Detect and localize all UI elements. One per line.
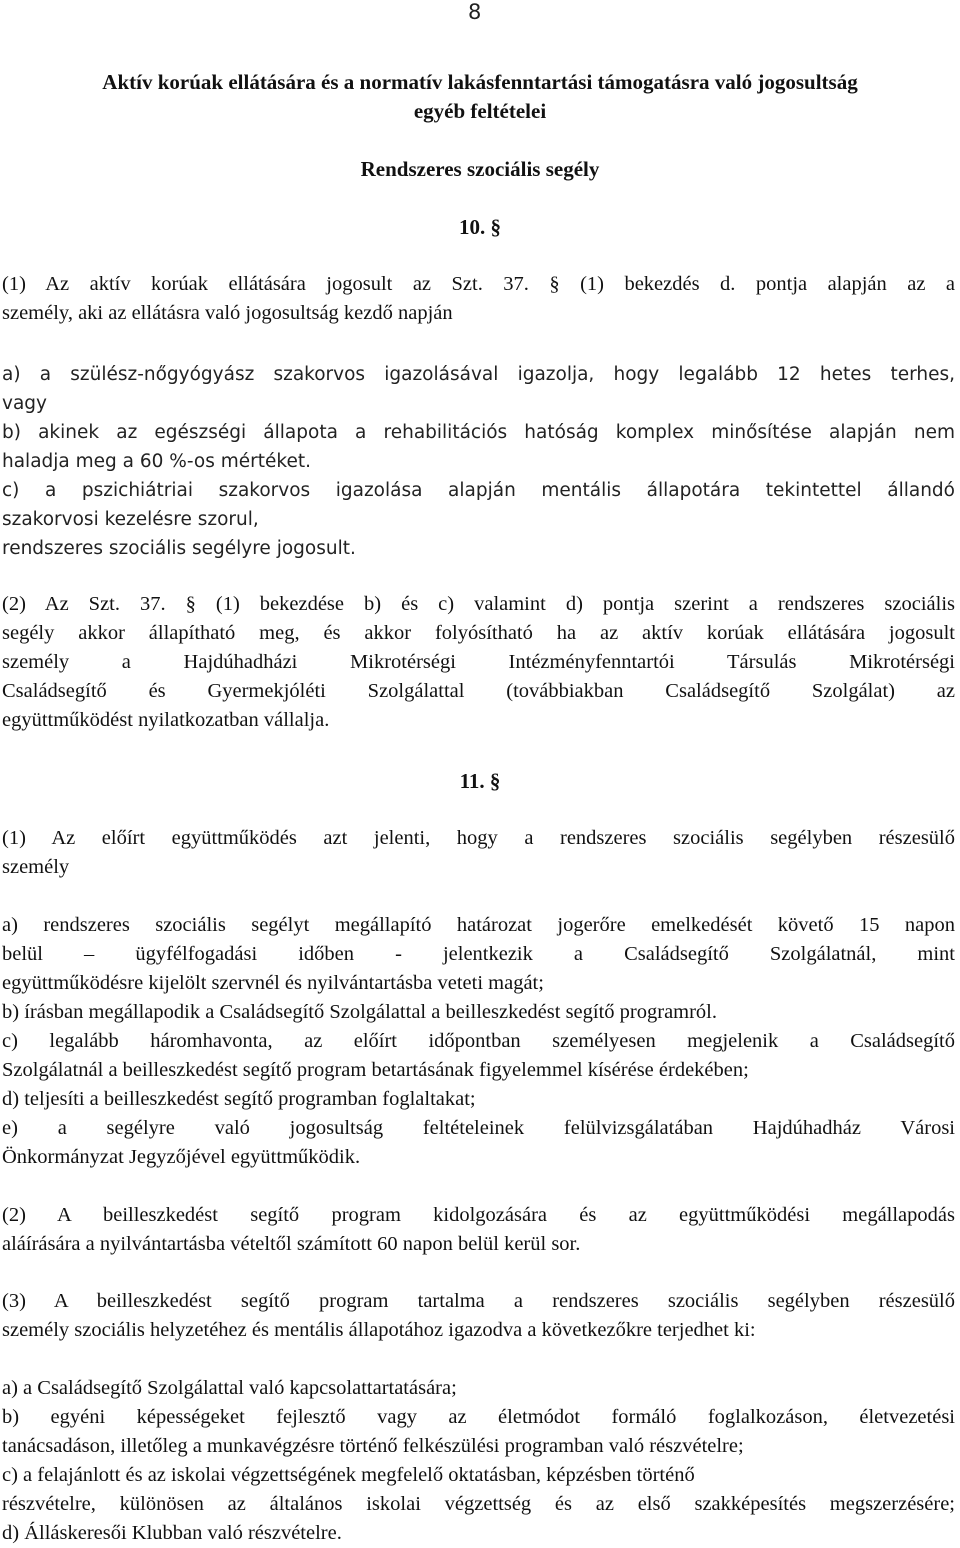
s11-list xyxy=(2,911,955,1172)
s11-p1-line: (1) Az előírt együttműködés azt jelenti, hogy a rendszeres szociális segélyben részesülő xyxy=(2,827,955,849)
s11-p3-line: (3) A beilleszkedést segítő program tartalma a rendszeres szociális segélyben részesülő xyxy=(2,1290,955,1312)
s10-paragraph-1 xyxy=(2,270,955,328)
paragraph-number-10: 10. § xyxy=(459,215,501,239)
section-title: Rendszeres szociális segély xyxy=(360,157,600,181)
s11-list-line: együttműködésre kijelölt szervnél és nyilvántartásba veteti magát; xyxy=(2,972,544,994)
s11-list-line: b) írásban megállapodik a Családsegítő Szolgálattal a beilleszkedést segítő programról. xyxy=(2,1001,718,1023)
s11-list-line: belül – ügyfélfogadási időben - jelentkezik a Családsegítő Szolgálatnál, mint xyxy=(2,943,955,965)
s10-item-c-line-3: rendszeres szociális segélyre jogosult. xyxy=(2,538,356,559)
s11-paragraph-2 xyxy=(2,1201,955,1259)
s11-p3-list-line: részvételre, különösen az általános iskolai végzettség és az első szakképesítés megszerzésére; xyxy=(2,1493,955,1515)
s10-item-c-line-1: c) a pszichiátriai szakorvos igazolása alapján mentális állapotára tekintettel állandó xyxy=(2,480,955,501)
s10-list xyxy=(2,360,955,563)
heading-line-2: egyéb feltételei xyxy=(413,99,547,123)
s11-p3-line: személy szociális helyzetéhez és mentális állapotához igazodva a következőkre terjedhet ki: xyxy=(2,1319,756,1341)
s10-item-c-line-2: szakorvosi kezelésre szorul, xyxy=(2,509,259,530)
s11-list-line: Szolgálatnál a beilleszkedést segítő program betartásának figyelemmel kísérése érdekében; xyxy=(2,1059,749,1081)
s11-list-line: c) legalább háromhavonta, az előírt időpontban személyesen megjelenik a Családsegítő xyxy=(2,1030,955,1052)
s10-item-a-line-2: vagy xyxy=(2,393,47,414)
s11-p3-list-line: b) egyéni képességeket fejlesztő vagy az életmódot formáló foglalkozáson, életvezetési xyxy=(2,1406,955,1428)
s10-p2-line: Családsegítő és Gyermekjóléti Szolgálattal (továbbiakban Családsegítő Szolgálat) az xyxy=(2,680,955,702)
s11-p2-line: (2) A beilleszkedést segítő program kidolgozására és az együttműködési megállapodás xyxy=(2,1204,955,1226)
s11-p3-list xyxy=(2,1374,955,1548)
s11-paragraph-1 xyxy=(2,824,955,882)
s11-paragraph-3 xyxy=(2,1287,955,1345)
s10-p2-line: (2) Az Szt. 37. § (1) bekezdése b) és c) valamint d) pontja szerint a rendszeres szociális xyxy=(2,593,955,615)
s11-list-line: Önkormányzat Jegyzőjével együttműködik. xyxy=(2,1146,361,1168)
s10-p2-line: személy a Hajdúhadházi Mikrotérségi Intézményfenntartói Társulás Mikrotérségi xyxy=(2,651,955,673)
s11-p3-list-line: c) a felajánlott és az iskolai végzettségének megfelelő oktatásban, képzésben történő xyxy=(2,1464,695,1486)
s11-list-line: d) teljesíti a beilleszkedést segítő programban foglaltakat; xyxy=(2,1088,476,1110)
s11-list-line: a) rendszeres szociális segélyt megállapító határozat jogerőre emelkedését követő 15 napon xyxy=(2,914,955,936)
s10-item-b-line-2: haladja meg a 60 %-os mértéket. xyxy=(2,451,311,472)
s10-p2-line: segély akkor állapítható meg, és akkor folyósítható ha az aktív korúak ellátására jogosult xyxy=(2,622,955,644)
page-number: 8 xyxy=(468,0,482,24)
s10-p1-line-1: (1) Az aktív korúak ellátására jogosult az Szt. 37. § (1) bekezdés d. pontja alapján az a xyxy=(2,273,955,295)
s11-p3-list-line: a) a Családsegítő Szolgálattal való kapcsolattartatására; xyxy=(2,1377,457,1399)
s11-p1-line: személy xyxy=(2,856,70,878)
s11-list-line: e) a segélyre való jogosultság feltételeinek felülvizsgálatában Hajdúhadház Városi xyxy=(2,1117,955,1139)
s11-p3-list-line: d) Álláskeresői Klubban való részvételre. xyxy=(2,1522,342,1544)
heading-line-1: Aktív korúak ellátására és a normatív lakásfenntartási támogatásra való jogosultság xyxy=(102,70,858,94)
s10-item-b-line-1: b) akinek az egészségi állapota a rehabilitációs hatóság komplex minősítése alapján nem xyxy=(2,422,955,443)
s10-paragraph-2 xyxy=(2,590,955,735)
s10-p1-line-2: személy, aki az ellátásra való jogosultság kezdő napján xyxy=(2,302,453,324)
s10-p2-line: együttműködést nyilatkozatban vállalja. xyxy=(2,709,330,731)
s11-p2-line: aláírására a nyilvántartásba vételtől számított 60 napon belül kerül sor. xyxy=(2,1233,581,1255)
paragraph-number-11: 11. § xyxy=(459,769,501,793)
s10-item-a-line-1: a) a szülész-nőgyógyász szakorvos igazolásával igazolja, hogy legalább 12 hetes terhes, xyxy=(2,364,955,385)
s11-p3-list-line: tanácsadáson, illetőleg a munkavégzésre történő felkészülési programban való részvételre; xyxy=(2,1435,744,1457)
